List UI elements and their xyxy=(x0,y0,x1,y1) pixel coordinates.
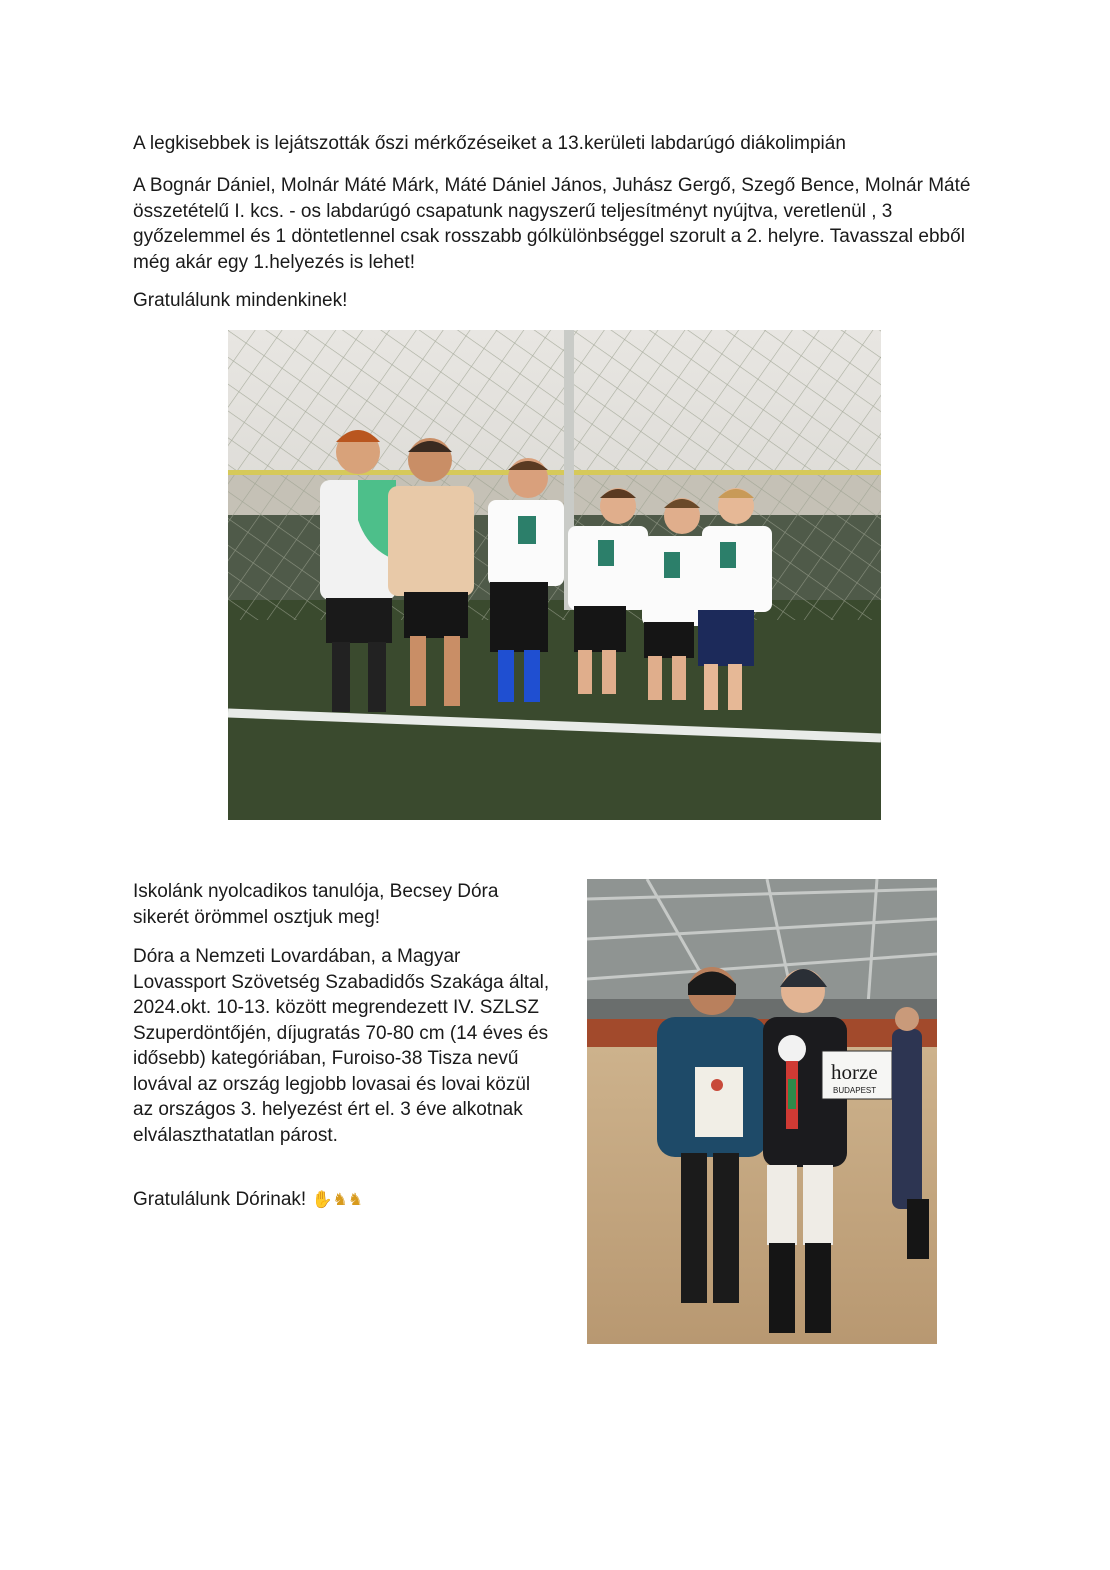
congratulations-label: Gratulálunk Dórinak! xyxy=(133,1189,307,1210)
rider-award-photo xyxy=(587,879,937,1344)
congratulations-text: Gratulálunk mindenkinek! xyxy=(133,290,348,311)
article-body: A Bognár Dániel, Molnár Máté Márk, Máté Dániel János, Juhász Gergő, Szegő Bence, Molnár Máté összetételű I. kcs. - os labdarúgó csapatunk nagyszerű teljesítményt nyújtva, veretlenül , 3 győzelemmel és 1 döntetlennel csak rosszabb gólkülönbséggel szorult a 2. helyre. Tavasszal ebből még akár egy 1.helyezés is lehet! xyxy=(133,175,971,273)
intro-text: Iskolánk nyolcadikos tanulója, Becsey Dóra sikerét örömmel osztjuk meg! xyxy=(133,881,499,928)
horse-racing-icon: ♞ xyxy=(347,1190,364,1210)
banner-brand: horze xyxy=(831,1060,878,1084)
article-title: A legkisebbek is lejátszották őszi mérkőzéseiket a 13.kerületi labdarúgó diákolimpián xyxy=(133,133,846,154)
banner-city: BUDAPEST xyxy=(833,1086,877,1095)
football-team-photo xyxy=(228,330,881,820)
congratulations-text-2 xyxy=(133,1187,363,1214)
clapping-hands-icon: ✋ xyxy=(311,1190,333,1210)
horse-racing-icon: ♞ xyxy=(332,1190,348,1210)
article-body-2: Dóra a Nemzeti Lovardában, a Magyar Lovassport Szövetség Szabadidős Szakága által, 2024.okt. 10-13. között megrendezett IV. SZLSZ Szuperdöntőjén, díjugratás 70-80 cm (14 éves és idősebb) kategóriában, Furoiso-38 Tisza nevű lovával az ország legjobb lovasai és lovai közül az országos 3. helyezést ért el. 3 éve alkotnak elválaszthatatlan párost. xyxy=(133,946,550,1146)
